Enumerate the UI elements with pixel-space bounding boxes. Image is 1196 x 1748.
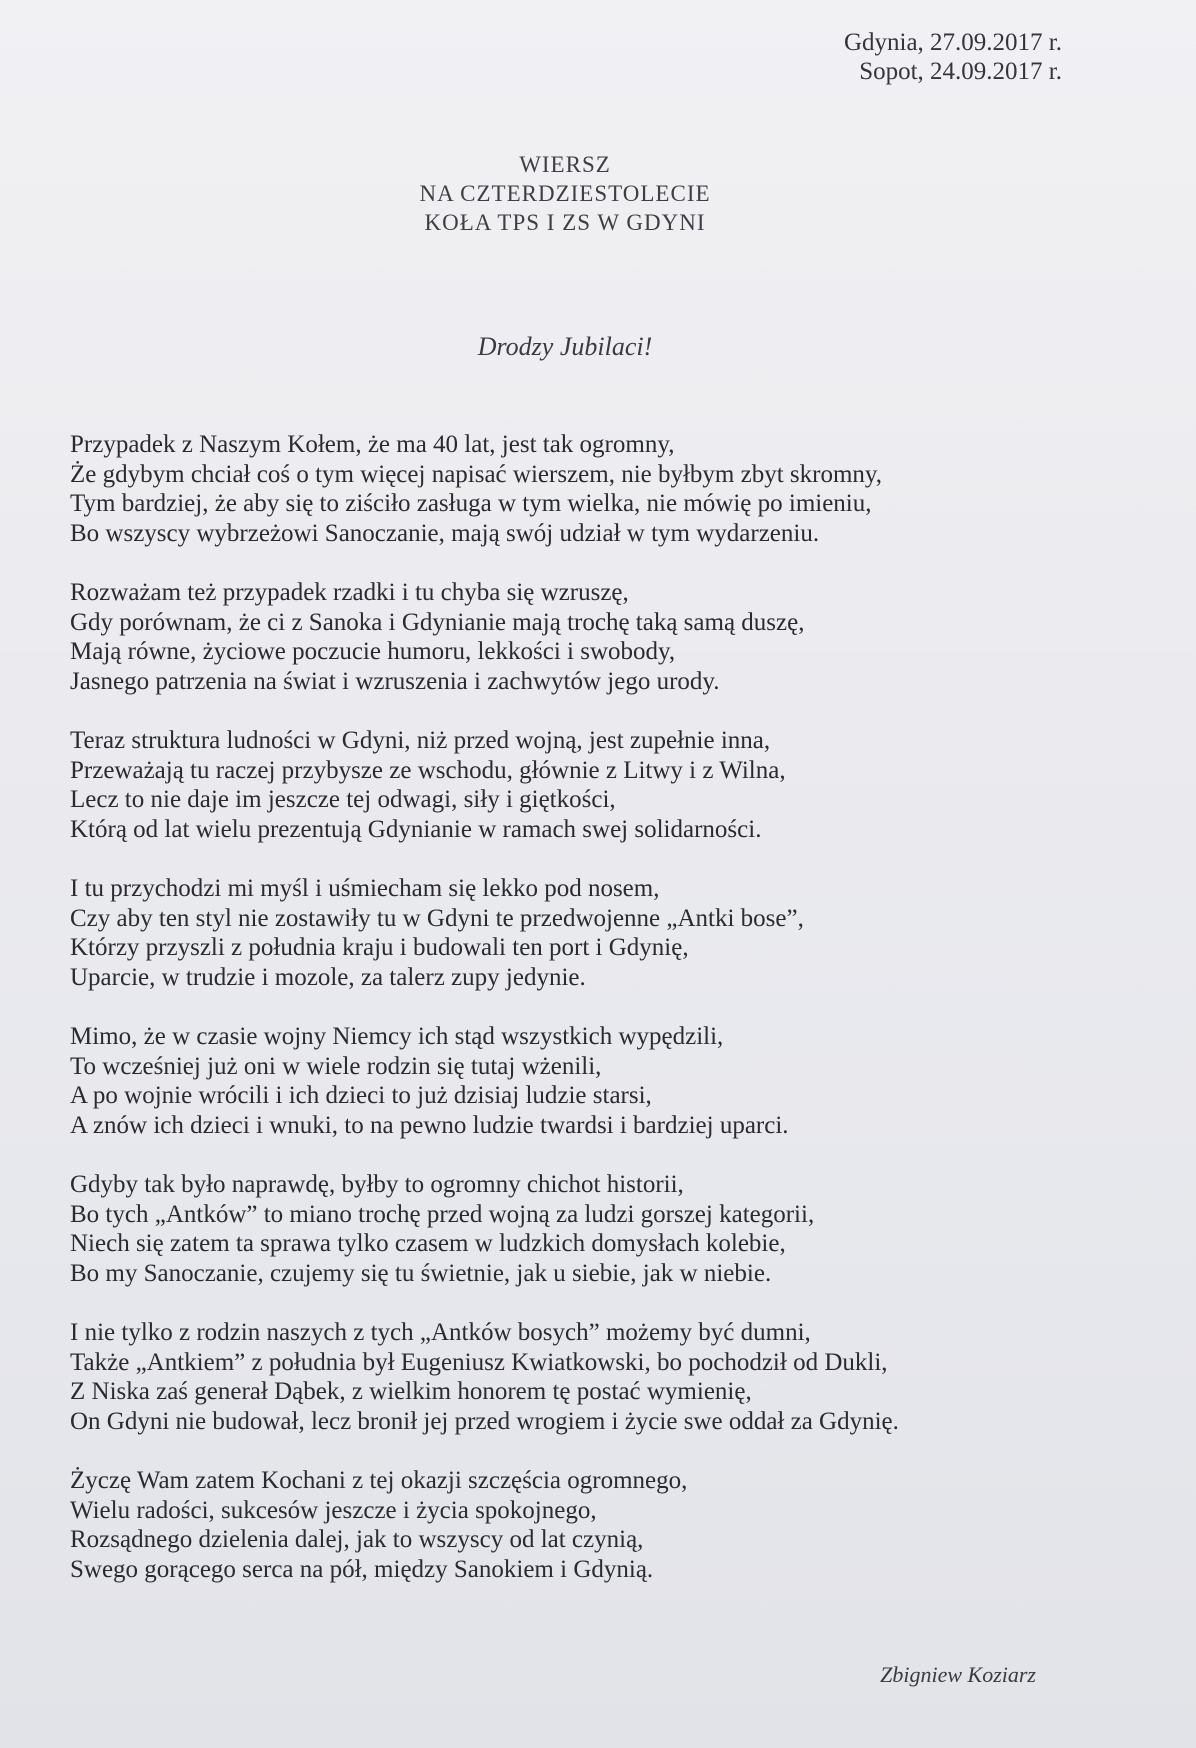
poem-line: Także „Antkiem” z południa był Eugeniusz Kwiatkowski, bo pochodził od Dukli,	[70, 1348, 888, 1376]
poem-line: Gdy porównam, że ci z Sanoka i Gdynianie mają trochę taką samą duszę,	[70, 608, 805, 636]
stanza-1	[70, 430, 1070, 548]
poem-line: Rozsądnego dzielenia dalej, jak to wszyscy od lat czynią,	[70, 1526, 644, 1553]
title-line-3: KOŁA TPS I ZS W GDYNI	[424, 210, 706, 235]
poem-line: Życzę Wam zatem Kochani z tej okazji szczęścia ogromnego,	[70, 1467, 688, 1494]
poem-line: Swego gorącego serca na pół, między Sanokiem i Gdynią.	[70, 1555, 654, 1583]
poem-line: Czy aby ten styl nie zostawiły tu w Gdyni te przedwojenne „Antki bose”,	[70, 904, 804, 932]
poem-line: Mimo, że w czasie wojny Niemcy ich stąd wszystkich wypędzili,	[70, 1023, 724, 1050]
stanza-2	[70, 578, 1070, 696]
poem-line: Przeważają tu raczej przybysze ze wschodu, głównie z Litwy i z Wilna,	[70, 756, 786, 784]
poem-line: Uparcie, w trudzie i mozole, za talerz zupy jedynie.	[70, 963, 586, 991]
poem-line: Bo my Sanoczanie, czujemy się tu świetnie, jak u siebie, jak w niebie.	[70, 1259, 772, 1287]
poem-line: Że gdybym chciał coś o tym więcej napisać wierszem, nie byłbym zbyt skromny,	[70, 460, 883, 488]
poem-line: Którą od lat wielu prezentują Gdynianie w ramach swej solidarności.	[70, 815, 762, 843]
poem-line: Którzy przyszli z południa kraju i budowali ten port i Gdynię,	[70, 934, 689, 961]
stanza-3	[70, 726, 1070, 844]
poem-line: Lecz to nie daje im jeszcze tej odwagi, siły i giętkości,	[70, 786, 616, 813]
poem-body	[70, 430, 1070, 1614]
author-signature: Zbigniew Koziarz	[880, 1662, 1036, 1687]
poem-line: On Gdyni nie budował, lecz bronił jej przed wrogiem i życie swe oddał za Gdynię.	[70, 1407, 899, 1435]
poem-line: Jasnego patrzenia na świat i wzruszenia i zachwytów jego urody.	[70, 667, 720, 695]
poem-line: Przypadek z Naszym Kołem, że ma 40 lat, jest tak ogromny,	[70, 431, 675, 458]
stanza-5	[70, 1022, 1070, 1140]
poem-line: I tu przychodzi mi myśl i uśmiecham się lekko pod nosem,	[70, 875, 660, 902]
poem-title	[0, 150, 1130, 237]
poem-line: Niech się zatem ta sprawa tylko czasem w ludzkich domysłach kolebie,	[70, 1230, 786, 1257]
title-line-1: WIERSZ	[519, 152, 611, 177]
poem-line: Mają równe, życiowe poczucie humoru, lekkości i swobody,	[70, 638, 676, 665]
poem-line: A po wojnie wrócili i ich dzieci to już dzisiaj ludzie starsi,	[70, 1082, 652, 1109]
poem-line: I nie tylko z rodzin naszych z tych „Antków bosych” możemy być dumni,	[70, 1319, 811, 1346]
poem-line: Z Niska zaś generał Dąbek, z wielkim honorem tę postać wymienię,	[70, 1378, 752, 1405]
poem-line: Rozważam też przypadek rzadki i tu chyba się wzruszę,	[70, 579, 629, 606]
stanza-4	[70, 874, 1070, 992]
poem-line: Bo tych „Antków” to miano trochę przed wojną za ludzi gorszej kategorii,	[70, 1200, 815, 1228]
title-line-2: NA CZTERDZIESTOLECIE	[419, 181, 711, 206]
poem-line: Wielu radości, sukcesów jeszcze i życia spokojnego,	[70, 1496, 597, 1524]
date-line-sopot: Sopot, 24.09.2017 r.	[859, 58, 1062, 85]
date-line-gdynia: Gdynia, 27.09.2017 r.	[843, 29, 1062, 56]
poem-line: Teraz struktura ludności w Gdyni, niż przed wojną, jest zupełnie inna,	[70, 727, 771, 754]
stanza-8	[70, 1466, 1070, 1584]
poem-line: Tym bardziej, że aby się to ziściło zasługa w tym wielka, nie mówię po imieniu,	[70, 490, 872, 517]
poem-line: A znów ich dzieci i wnuki, to na pewno ludzie twardsi i bardziej uparci.	[70, 1111, 789, 1139]
poem-line: To wcześniej już oni w wiele rodzin się tutaj wżenili,	[70, 1052, 602, 1080]
salutation: Drodzy Jubilaci!	[477, 332, 653, 361]
stanza-6	[70, 1170, 1070, 1288]
stanza-7	[70, 1318, 1070, 1436]
poem-line: Bo wszyscy wybrzeżowi Sanoczanie, mają swój udział w tym wydarzeniu.	[70, 519, 820, 547]
poem-line: Gdyby tak było naprawdę, byłby to ogromny chichot historii,	[70, 1171, 684, 1198]
date-place-block	[844, 28, 1062, 86]
